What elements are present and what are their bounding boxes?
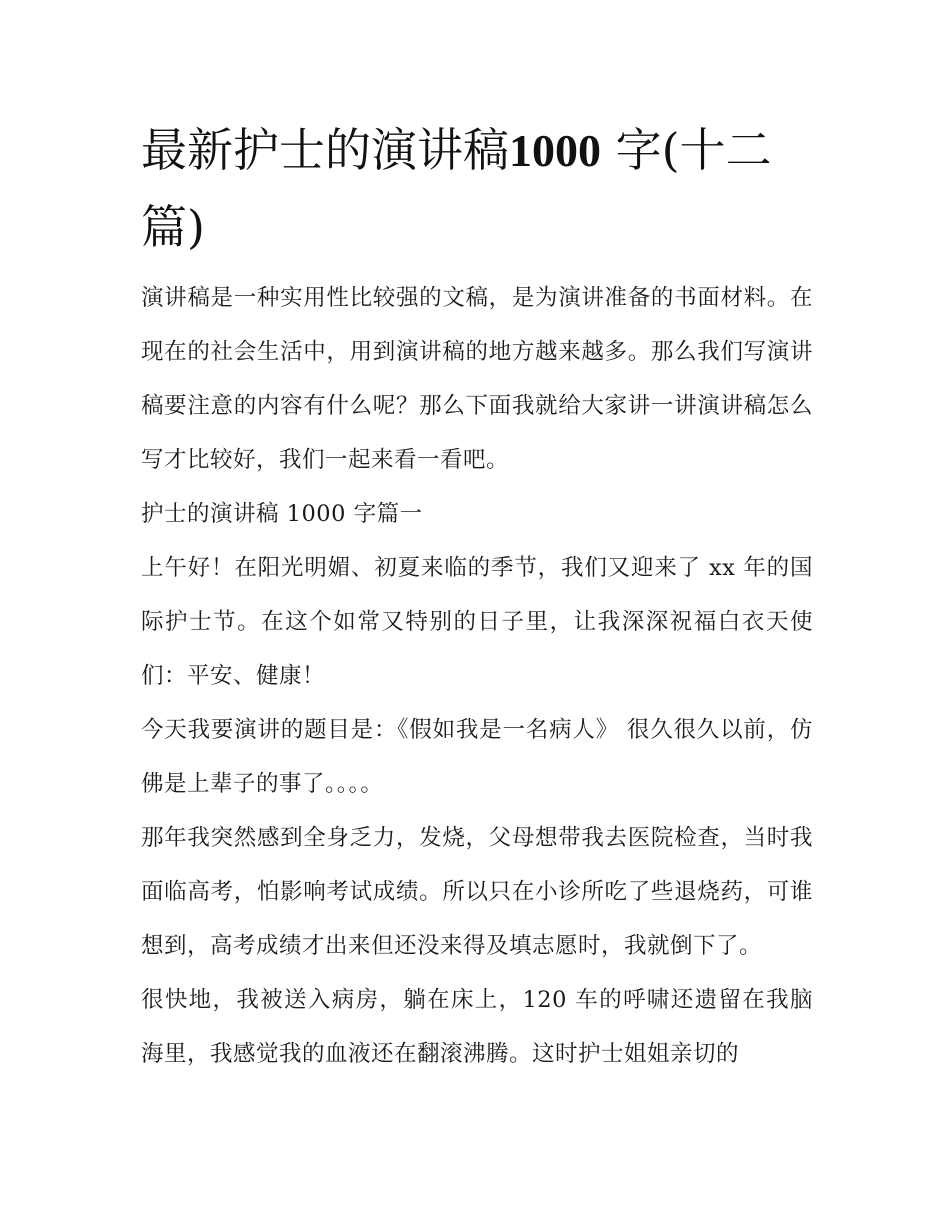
document-title <box>141 112 813 265</box>
body-paragraph: 上午好！在阳光明媚、初夏来临的季节，我们又迎来了 xx 年的国际护士节。在这个如常又特别的日子里，让我深深祝福白衣天使们：平安、健康！ <box>141 555 813 689</box>
intro-paragraph: 演讲稿是一种实用性比较强的文稿，是为演讲准备的书面材料。在现在的社会生活中，用到演讲稿的地方越来越多。那么我们写演讲稿要注意的内容有什么呢？那么下面我就给大家讲一讲演讲稿怎么写才比较好，我们一起来看一看吧。 <box>141 285 813 473</box>
document-body <box>141 112 813 1081</box>
title-text-prefix: 最新护士的演讲稿 <box>141 123 509 177</box>
title-text-suffix: 字(十二篇) <box>141 123 772 254</box>
body-paragraph: 很快地，我被送入病房，躺在床上，120 车的呼啸还遗留在我脑海里，我感觉我的血液还在翻滚沸腾。这时护士姐姐亲切的 <box>141 987 813 1067</box>
section-heading: 护士的演讲稿 1000 字篇一 <box>141 501 423 527</box>
body-paragraph: 那年我突然感到全身乏力，发烧，父母想带我去医院检查，当时我面临高考，怕影响考试成绩。所以只在小诊所吃了些退烧药，可谁想到，高考成绩才出来但还没来得及填志愿时，我就倒下了。 <box>141 825 813 959</box>
title-number: 1000 <box>509 125 601 176</box>
body-paragraph: 今天我要演讲的题目是：《假如我是一名病人》 很久很久以前，仿佛是上辈子的事了。。。。 <box>141 717 813 797</box>
